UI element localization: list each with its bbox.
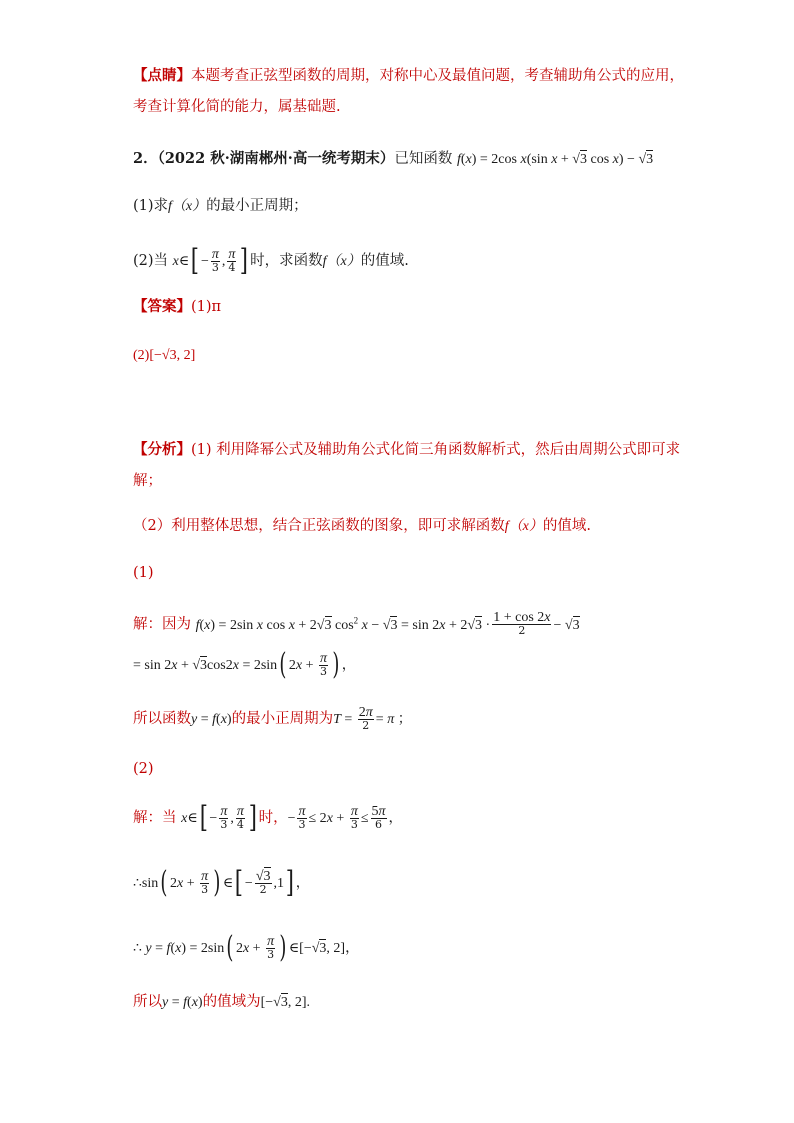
dianjing-line-1 [133, 66, 684, 86]
concl-prefix: 所以 [133, 994, 162, 1010]
q2-suffix: 的值域. [360, 253, 409, 269]
period-prefix: 所以函数 [133, 711, 191, 727]
analysis-line-1 [133, 440, 680, 460]
dianjing-label: 【点睛】 [133, 67, 191, 84]
analysis-text-1: (1) 利用降幂公式及辅助角公式化简三角函数解析式，然后由周期公式即可求 [191, 442, 681, 458]
answer-line-1 [133, 297, 221, 317]
q2-interval: x [172, 254, 179, 269]
concl-mid: 的值域为 [202, 994, 261, 1010]
solution-2-heading [133, 759, 154, 779]
problem-stem-text: 已知函数 [394, 151, 453, 167]
answer-line-2 [133, 345, 195, 366]
q2-func: f（x） [322, 254, 361, 269]
solution-2-step1: ∴sin( 2x + $\frac{\pi}{3}$ ) ∈[ − $\frac{√3}{2}$ ,1] ， [133, 865, 310, 900]
answer-1: (1)π [191, 299, 222, 315]
problem-number: 2． [133, 150, 158, 167]
solution-2-step2: ∴ y = f(x) = 2sin( 2x + $\frac{\pi}{3}$ ) ∈[−√3, 2]， [133, 930, 360, 965]
period-mid: 的最小正周期为 [231, 711, 334, 727]
dianjing-line-2 [133, 97, 341, 117]
analysis-line-2 [133, 471, 162, 491]
solution-2-cond: 解：当 x∈[ − $\frac{\pi}{3}$ , $\frac{\pi}{4}$ ] 时，− $\frac{\pi}{3}$ ≤ 2x + $\frac{\pi}{3}$ ≤ $\frac{5\pi}{6}$ ， [133, 800, 403, 835]
solution-2-heading-text: (2) [133, 761, 154, 777]
answer-2: (2)[−√3, 2] [133, 348, 196, 363]
solution-1-intro: 解：因为 [133, 616, 191, 633]
problem-stem: 2．（2022 秋·湖南郴州·高一统考期末）已知函数 f(x) = 2cos x(sin x + √3 cos x) − √3 [133, 150, 654, 167]
analysis-text-3-prefix: （2）利用整体思想，结合正弦函数的图象，即可求解函数 [133, 518, 505, 534]
solution-1-heading [133, 563, 154, 583]
solution-1-period: 所以函数y = f(x)的最小正周期为T = $\frac{2\pi}{2}$ = π ； [133, 704, 412, 732]
q1-suffix: 的最小正周期； [206, 198, 308, 214]
solution-2-conclusion: 所以y = f(x)的值域为[−√3, 2]. [133, 994, 310, 1010]
q2-mid: 时，求函数 [250, 253, 323, 269]
solution-1-eq2: = sin 2x + √3cos2x = 2sin( 2x + $\frac{\pi}{3}$ ) ， [133, 647, 356, 682]
problem-source: （2022 秋·湖南郴州·高一统考期末） [157, 150, 395, 167]
solution-2-intro: 解：当 [133, 810, 177, 826]
analysis-text-2: 解； [133, 473, 162, 489]
q1-prefix: (1)求 [133, 198, 169, 214]
solution-1-heading-text: (1) [133, 565, 154, 581]
problem-formula: f [456, 152, 461, 167]
q1-func: f（x） [168, 199, 207, 214]
analysis-text-3-suffix: 的值域. [542, 518, 591, 534]
analysis-label: 【分析】 [133, 441, 191, 458]
q2-prefix: (2)当 [133, 253, 169, 269]
question-2: (2)当 x∈[ − $\frac{\pi}{3}$ , $\frac{\pi}{4}$ ] 时，求函数f（x）的值域. [133, 243, 409, 278]
analysis-line-3 [133, 516, 591, 537]
question-1 [133, 196, 308, 217]
solution-1-eq1-math: f(x) = 2sin x cos x + 2√3 $\cos^2 x - √3 = \sin 2x + 2√3$ · $\frac{1 + \cos 2x}{2}$ − √3 [195, 610, 580, 638]
period-func: y [191, 712, 198, 727]
answer-label: 【答案】 [133, 298, 191, 315]
dianjing-text-1: 本题考查正弦型函数的周期，对称中心及最值问题，考查辅助角公式的应用， [191, 68, 684, 84]
analysis-text-3-func: f（x） [504, 519, 543, 534]
solution-1-eq1 [133, 603, 580, 637]
dianjing-text-2: 考查计算化简的能力，属基础题. [133, 99, 341, 115]
